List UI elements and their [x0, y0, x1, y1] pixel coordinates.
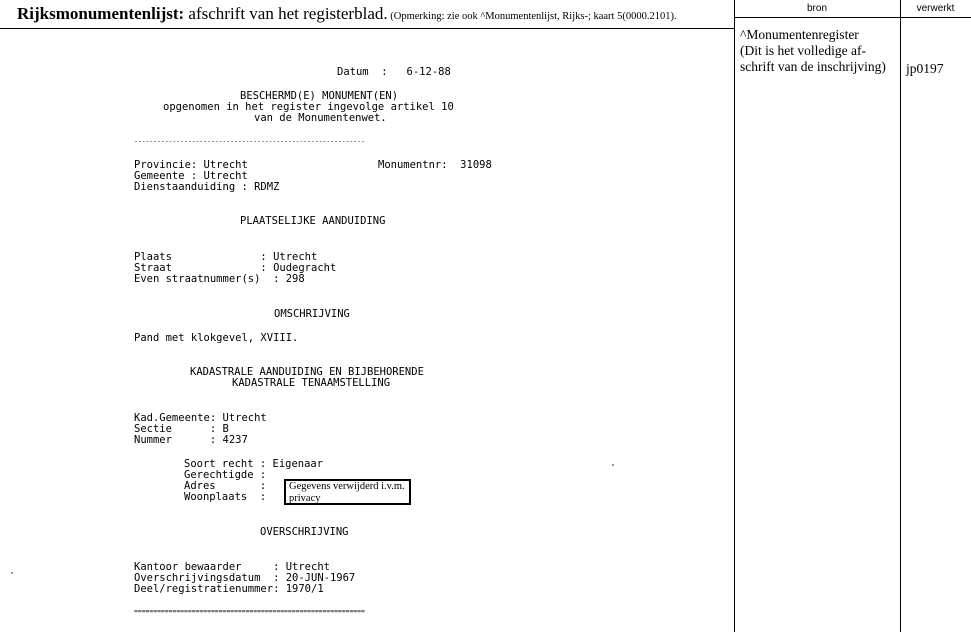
- doc-opgenomen: opgenomen in het register ingevolge artikel 10: [163, 101, 454, 113]
- scan-speck: [11, 572, 13, 574]
- doc-kadastrale-heading-1: KADASTRALE AANDUIDING EN BIJBEHORENDE: [190, 366, 424, 378]
- doc-kadastrale-heading-2: KADASTRALE TENAAMSTELLING: [232, 377, 391, 389]
- doc-straat: Straat : Oudegracht: [134, 262, 337, 274]
- doc-plaatselijke-heading: PLAATSELIJKE AANDUIDING: [240, 215, 386, 227]
- column-divider-verwerkt: [900, 0, 901, 632]
- doc-omschrijving-heading: OMSCHRIJVING: [274, 308, 350, 320]
- doc-monumentnr: Monumentnr: 31098: [378, 159, 492, 171]
- column-header-verwerkt: verwerkt: [916, 3, 955, 14]
- doc-kantoor: Kantoor bewaarder : Utrecht: [134, 561, 330, 573]
- privacy-redaction-box: Gegevens verwijderd i.v.m. privacy: [284, 479, 411, 505]
- doc-wet: van de Monumentenwet.: [254, 112, 387, 124]
- doc-sectie: Sectie : B: [134, 423, 229, 435]
- doc-gemeente: Gemeente : Utrecht: [134, 170, 248, 182]
- doc-soort-recht: Soort recht : Eigenaar: [184, 458, 324, 470]
- bron-line: schrift van de inschrijving): [740, 59, 886, 74]
- bron-line: (Dit is het volledige af-: [740, 43, 866, 58]
- doc-overschrijvingsdatum: Overschrijvingsdatum : 20-JUN-1967: [134, 572, 356, 584]
- bron-cell: [740, 27, 900, 75]
- doc-deel: Deel/registratienummer: 1970/1: [134, 583, 324, 595]
- doc-plaats: Plaats : Utrecht: [134, 251, 318, 263]
- bron-line: ^Monumentenregister: [740, 27, 859, 42]
- column-header-bron: bron: [806, 3, 827, 14]
- doc-provincie: Provincie: Utrecht: [134, 159, 248, 171]
- doc-kad-gemeente: Kad.Gemeente: Utrecht: [134, 412, 267, 424]
- doc-separator-dash: ------------------------------------------------------------: [134, 137, 365, 145]
- column-divider-bron: [734, 0, 735, 632]
- doc-even-straatnummers: Even straatnummer(s) : 298: [134, 273, 305, 285]
- doc-nummer: Nummer : 4237: [134, 434, 248, 446]
- doc-pand: Pand met klokgevel, XVIII.: [134, 332, 299, 344]
- scan-speck: [612, 464, 614, 466]
- page-title: [17, 4, 677, 24]
- title-bold: Rijksmonumentenlijst:: [17, 4, 185, 23]
- doc-gerechtigde: Gerechtigde :: [184, 469, 267, 481]
- doc-beschermd: BESCHERMD(E) MONUMENT(EN): [240, 90, 399, 102]
- column-header-line: [734, 17, 971, 18]
- title-remark: (Opmerking: zie ook ^Monumentenlijst, Rijks-; kaart 5(0000.2101).: [387, 11, 677, 22]
- header-underline: [0, 28, 734, 29]
- verwerkt-cell: jp0197: [906, 61, 944, 76]
- doc-datum: Datum : 6-12-88: [337, 66, 451, 78]
- doc-separator-eq: ============================================================: [134, 607, 365, 615]
- doc-woonplaats: Woonplaats :: [184, 491, 267, 503]
- title-rest: afschrift van het registerblad.: [184, 4, 388, 23]
- doc-dienst: Dienstaanduiding : RDMZ: [134, 181, 280, 193]
- doc-overschrijving-heading: OVERSCHRIJVING: [260, 526, 349, 538]
- doc-adres: Adres :: [184, 480, 267, 492]
